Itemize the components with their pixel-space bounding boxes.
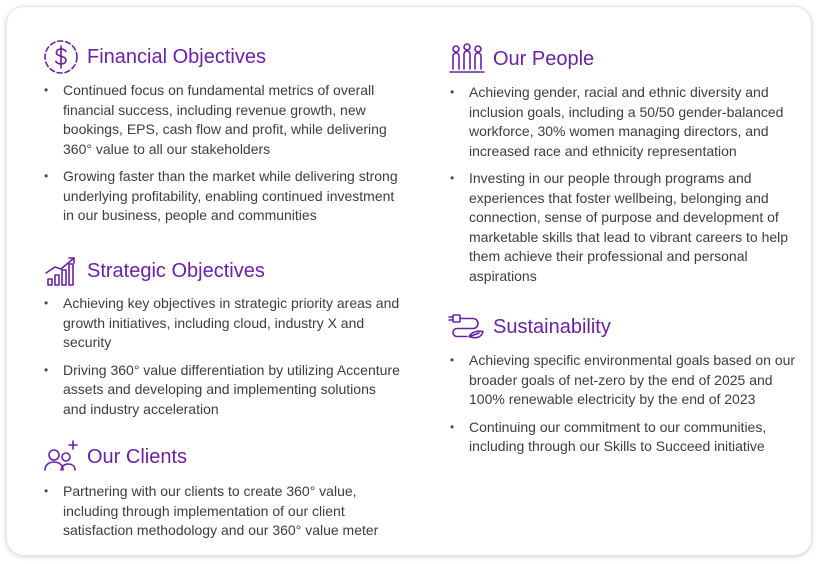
list-item: • Investing in our people through programs and experiences that foster wellbeing, belonging and connection, sense of purpose and development of marketable skills that lead to vibrant careers to help them achieve their professional and personal aspirations: [447, 169, 797, 286]
section-title: Financial Objectives: [87, 45, 266, 68]
section-our-people: [447, 39, 797, 294]
section-header: [41, 251, 401, 291]
dollar-circle-icon: [41, 37, 81, 77]
bullet-list: [41, 482, 401, 541]
bullet-list: [41, 81, 401, 226]
objectives-card: [6, 6, 812, 556]
section-sustainability: [447, 307, 797, 465]
section-our-clients: [41, 437, 401, 549]
growth-chart-icon: [41, 251, 81, 291]
list-item: • Growing faster than the market while delivering strong underlying profitability, enabling continued investment in our business, people and communities: [41, 167, 401, 226]
section-title: Our People: [493, 47, 595, 70]
bullet-list: [447, 351, 797, 457]
section-strategic-objectives: [41, 251, 401, 427]
plug-leaf-icon: [447, 307, 487, 347]
section-financial-objectives: [41, 37, 401, 234]
clients-plus-icon: [41, 437, 81, 477]
section-header: [41, 37, 401, 77]
bullet-list: [41, 294, 401, 419]
list-item: • Achieving specific environmental goals based on our broader goals of net-zero by the end of 2025 and 100% renewable electricity by the end of 2023: [447, 351, 797, 410]
section-title: Our Clients: [87, 445, 188, 468]
list-item: • Achieving gender, racial and ethnic diversity and inclusion goals, including a 50/50 gender-balanced workforce, 30% women managing directors, and increased race and ethnicity representation: [447, 83, 797, 161]
list-item: • Partnering with our clients to create 360° value, including through implementation of our client satisfaction methodology and our 360° value meter: [41, 482, 401, 541]
section-header: [447, 39, 797, 79]
list-item: • Driving 360° value differentiation by utilizing Accenture assets and developing and implementing solutions and industry acceleration: [41, 361, 401, 420]
list-item: • Continuing our commitment to our communities, including through our Skills to Succeed initiative: [447, 418, 797, 457]
section-title: Sustainability: [493, 315, 611, 338]
list-item: • Continued focus on fundamental metrics of overall financial success, including revenue growth, new bookings, EPS, cash flow and profit, while delivering 360° value to all our stakeholders: [41, 81, 401, 159]
section-title: Strategic Objectives: [87, 259, 265, 282]
bullet-list: [447, 83, 797, 286]
people-group-icon: [447, 39, 487, 79]
list-item: • Achieving key objectives in strategic priority areas and growth initiatives, including cloud, industry X and security: [41, 294, 401, 353]
section-header: [41, 437, 401, 477]
section-header: [447, 307, 797, 347]
